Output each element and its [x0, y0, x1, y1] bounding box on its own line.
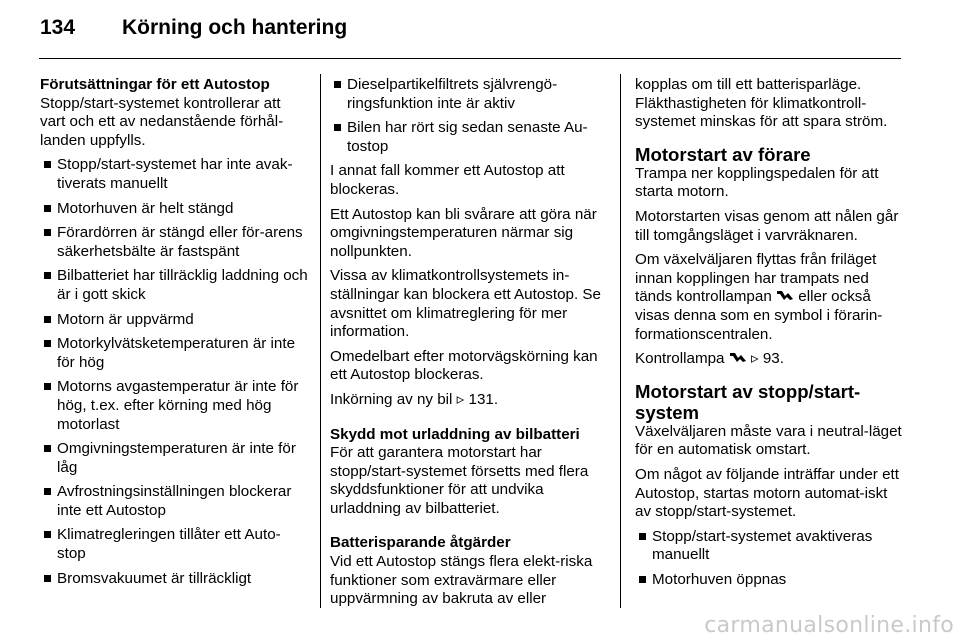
autostop-indicator-icon-2: [729, 350, 747, 369]
page-ref-93[interactable]: 93.: [762, 350, 784, 368]
square-bullet-icon: [44, 575, 51, 582]
col2-p1: I annat fall kommer ett Autostop att blockeras.: [330, 162, 565, 198]
col2-bullet-list: [330, 76, 608, 156]
col3-p1: kopplas om till ett batterisparläge. Fläkthastigheten för klimatkontroll-systemet minskas för att spara ström.: [635, 76, 888, 131]
col2-p4: Omedelbart efter motorvägskörning kan ett Autostop blockeras.: [330, 347, 598, 384]
autostop-conditions-subhead: Förutsättningar för ett Autostop: [40, 76, 270, 93]
square-bullet-icon: [44, 488, 51, 495]
list-item-text: Motorhuven är helt stängd: [57, 199, 234, 217]
list-item-text: Motorns avgastemperatur är inte för hög, t.ex. efter körning med hög motorlast: [57, 378, 299, 433]
list-item-text: Bromsvakuumet är tillräckligt: [57, 569, 252, 587]
col3-p4: [635, 251, 905, 344]
list-item: [635, 528, 905, 565]
col2-p6: För att garantera motorstart har stopp/start-systemet försetts med flera skyddsfunktioner för att undvika urladdning av bilbatteriet.: [330, 444, 589, 517]
header-rule: [39, 58, 901, 59]
page-header: [40, 16, 347, 48]
battery-saving-subhead: Batterisparande åtgärder: [330, 534, 511, 552]
col3-p5: [635, 350, 905, 369]
list-item: [40, 200, 308, 219]
square-bullet-icon: [44, 316, 51, 323]
list-item: [330, 119, 608, 156]
col3-p4b: eller också visas denna som en symbol i förarin-formationscentralen.: [635, 288, 883, 343]
watermark: carmanualsonline.info: [704, 613, 954, 638]
driver-start-heading: Motorstart av förare: [635, 143, 811, 165]
square-bullet-icon: [44, 383, 51, 390]
battery-discharge-subhead: Skydd mot urladdning av bilbatteri: [330, 425, 580, 443]
page-ref-arrow-icon: ▹: [750, 350, 759, 368]
square-bullet-icon: [44, 445, 51, 452]
col3-p2: Trampa ner kopplingspedalen för att starta motorn.: [635, 164, 879, 201]
square-bullet-icon: [639, 576, 646, 583]
indicator-text: Kontrollampa: [635, 350, 725, 368]
col2-p2: Ett Autostop kan bli svårare att göra när omgivningstemperaturen närmar sig nollpunkten.: [330, 205, 597, 260]
column-divider-1: [320, 74, 321, 608]
list-item-text: Förardörren är stängd eller för-arens säkerhetsbälte är fastspänt: [57, 224, 303, 260]
col2-p5: [330, 391, 608, 410]
column-1: [40, 76, 308, 594]
list-item: [40, 570, 308, 589]
square-bullet-icon: [639, 533, 646, 540]
list-item-text: Motorkylvätsketemperaturen är inte för hög: [57, 335, 296, 371]
list-item-text: Bilbatteriet har tillräcklig laddning och är i gott skick: [57, 267, 308, 303]
column-2: [330, 76, 608, 615]
col3-bullet-list: [635, 528, 905, 590]
square-bullet-icon: [44, 340, 51, 347]
list-item-text: Stopp/start-systemet avaktiveras manuellt: [652, 527, 873, 564]
list-item-text: Dieselpartikelfiltrets självrengö-ringsfunktion inte är aktiv: [347, 76, 558, 112]
column-3: [635, 76, 905, 595]
square-bullet-icon: [44, 161, 51, 168]
list-item-text: Klimatregleringen tillåter ett Auto-stop: [57, 526, 281, 563]
list-item-text: Motorn är uppvärmd: [57, 310, 194, 328]
list-item-text: Avfrostningsinställningen blockerar inte ett Autostop: [57, 483, 292, 519]
column-divider-2: [620, 74, 621, 608]
page-ref-arrow-icon: ▹: [456, 390, 465, 408]
col3-p4a: Om växelväljaren flyttas från friläget innan kopplingen har trampats ned tänds kontrollampan: [635, 251, 877, 306]
page-ref-131[interactable]: 131.: [468, 390, 499, 408]
square-bullet-icon: [334, 81, 341, 88]
list-item: [40, 311, 308, 330]
page-title: Körning och hantering: [122, 16, 348, 39]
square-bullet-icon: [44, 272, 51, 279]
list-item: [40, 224, 308, 261]
list-item-text: Bilen har rört sig sedan senaste Au-tostop: [347, 119, 588, 155]
col2-p7: Vid ett Autostop stängs flera elekt-riska funktioner som extravärmare eller uppvärmning av bakruta av eller: [330, 553, 593, 608]
list-item: [40, 483, 308, 520]
list-item: [40, 335, 308, 372]
list-item: [40, 156, 308, 193]
list-item-text: Omgivningstemperaturen är inte för låg: [57, 440, 296, 476]
square-bullet-icon: [44, 205, 51, 212]
list-item: [40, 267, 308, 304]
list-item: [40, 378, 308, 434]
col2-p3: Vissa av klimatkontrollsystemets in-ställningar kan blockera ett Autostop. Se avsnittet om klimatreglering för mer information.: [330, 267, 602, 341]
square-bullet-icon: [44, 229, 51, 236]
break-in-text: Inkörning av ny bil: [330, 390, 453, 408]
list-item: [40, 440, 308, 477]
page-number: 134: [40, 16, 76, 39]
square-bullet-icon: [334, 124, 341, 131]
list-item: [330, 76, 608, 113]
list-item: [40, 526, 308, 563]
col3-p6: Växelväljaren måste vara i neutral-läget för en automatisk omstart.: [635, 422, 902, 459]
system-start-heading: Motorstart av stopp/start-system: [635, 380, 861, 423]
col3-p7: Om något av följande inträffar under ett Autostop, startas motorn automat-iskt av stopp/start-systemet.: [635, 465, 899, 521]
list-item-text: Motorhuven öppnas: [652, 570, 787, 588]
col3-p3: Motorstarten visas genom att nålen går till tomgångsläget i varvräknaren.: [635, 207, 899, 244]
col1-intro: Stopp/start-systemet kontrollerar att vart och ett av nedanstående förhål-landen uppfylls.: [40, 94, 284, 149]
autostop-indicator-icon: [776, 288, 794, 307]
list-item: [635, 571, 905, 590]
list-item-text: Stopp/start-systemet har inte avak-tiverats manuellt: [57, 156, 293, 192]
col1-bullet-list: [40, 156, 308, 588]
square-bullet-icon: [44, 531, 51, 538]
